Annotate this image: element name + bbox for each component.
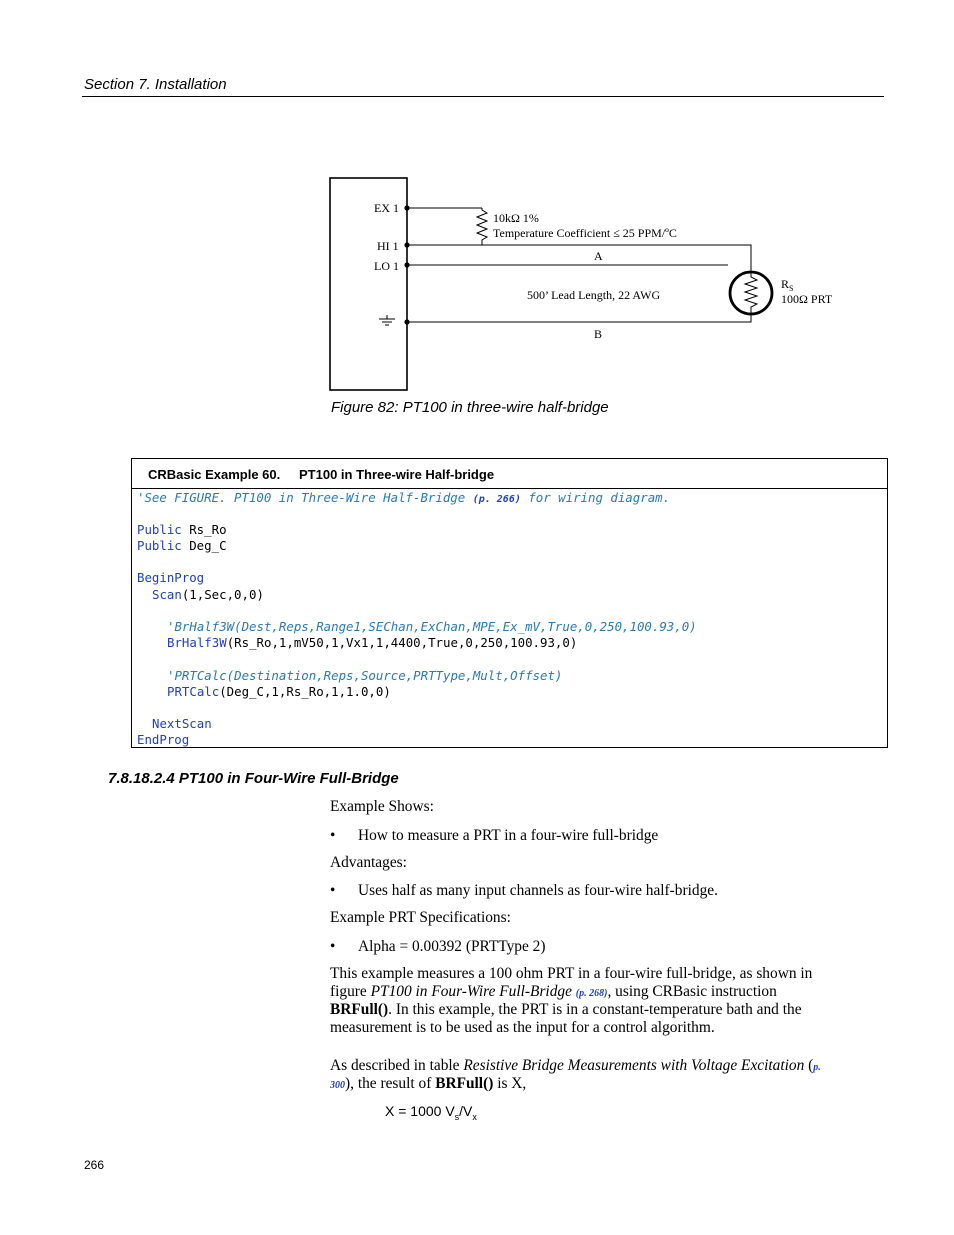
- code-line: 'BrHalf3W(Dest,Reps,Range1,SEChan,ExChan,MPE,Ex_mV,True,0,250,100.93,0): [167, 619, 697, 634]
- subsection-heading: 7.8.18.2.4 PT100 in Four-Wire Full-Bridge: [108, 770, 399, 787]
- ex1-label: EX 1: [374, 201, 399, 215]
- page-ref-link[interactable]: p.: [813, 1062, 821, 1073]
- wire-b-label: B: [594, 327, 603, 341]
- wiring-diagram: [329, 177, 835, 392]
- wire-b: [407, 315, 751, 322]
- code-line: Public Deg_C: [137, 538, 227, 553]
- code-line: Public Rs_Ro: [137, 522, 227, 537]
- paragraph-line: 300), the result of BRFull() is X,: [330, 1075, 527, 1092]
- wire-a-label: A: [594, 249, 603, 263]
- paragraph-line: BRFull(). In this example, the PRT is in a constant-temperature bath and the: [330, 1001, 802, 1018]
- code-example-box: [131, 458, 888, 748]
- page-number: 266: [84, 1158, 105, 1172]
- reference-resistor: [477, 208, 487, 245]
- resistor-label: 10kΩ 1%: [493, 211, 539, 225]
- code-line: BeginProg: [137, 570, 205, 585]
- ground-icon: [379, 315, 395, 325]
- paragraph-line: As described in table Resistive Bridge Measurements with Voltage Excitation (p.: [330, 1057, 821, 1074]
- code-line: 'See FIGURE. PT100 in Three-Wire Half-Bridge (p. 266) for wiring diagram.: [137, 490, 671, 505]
- wire-a: [407, 245, 751, 272]
- code-line: BrHalf3W(Rs_Ro,1,mV50,1,Vx1,1,4400,True,0,250,100.93,0): [167, 635, 578, 650]
- code-line: 'PRTCalc(Destination,Reps,Source,PRTType,Mult,Offset): [167, 668, 563, 683]
- paragraph-line: This example measures a 100 ohm PRT in a four-wire full-bridge, as shown in: [330, 965, 813, 982]
- example-shows-label: Example Shows:: [330, 798, 434, 815]
- equation: X = 1000 $V_s/V_x$: [385, 1103, 477, 1122]
- code-line: PRTCalc(Deg_C,1,Rs_Ro,1,1.0,0): [167, 684, 391, 699]
- prt-sensor-icon: [730, 272, 772, 315]
- tempco-label: Temperature Coefficient ≤ 25 PPM/ºC: [493, 226, 677, 240]
- figure-caption: Figure 82: PT100 in three-wire half-bridge: [331, 399, 609, 416]
- code-line: NextScan: [152, 716, 212, 731]
- advantages-label: Advantages:: [330, 854, 407, 871]
- prt-label: 100Ω PRT: [781, 292, 833, 306]
- example-label: CRBasic Example 60.: [148, 467, 281, 482]
- specs-label: Example PRT Specifications:: [330, 909, 511, 926]
- lo1-label: LO 1: [374, 259, 399, 273]
- paragraph-line: figure PT100 in Four-Wire Full-Bridge (p. 268), using CRBasic instruction: [330, 983, 777, 1000]
- hi1-label: HI 1: [377, 239, 399, 253]
- page-ref-link[interactable]: (p. 266): [472, 494, 521, 505]
- running-header: Section 7. Installation: [84, 76, 227, 93]
- code-line: Scan(1,Sec,0,0): [152, 587, 264, 602]
- lead-length-label: 500’ Lead Length, 22 AWG: [527, 288, 661, 302]
- page-ref-link[interactable]: 300: [330, 1080, 345, 1091]
- code-line: EndProg: [137, 732, 190, 747]
- page-ref-link[interactable]: (p. 268): [575, 988, 608, 999]
- paragraph-line: measurement is to be used as the input for a control algorithm.: [330, 1019, 715, 1036]
- header-rule: [82, 96, 884, 97]
- code-example-header: [132, 459, 887, 489]
- rs-label: $R_S$: [781, 277, 794, 293]
- example-title: PT100 in Three-wire Half-bridge: [299, 467, 495, 482]
